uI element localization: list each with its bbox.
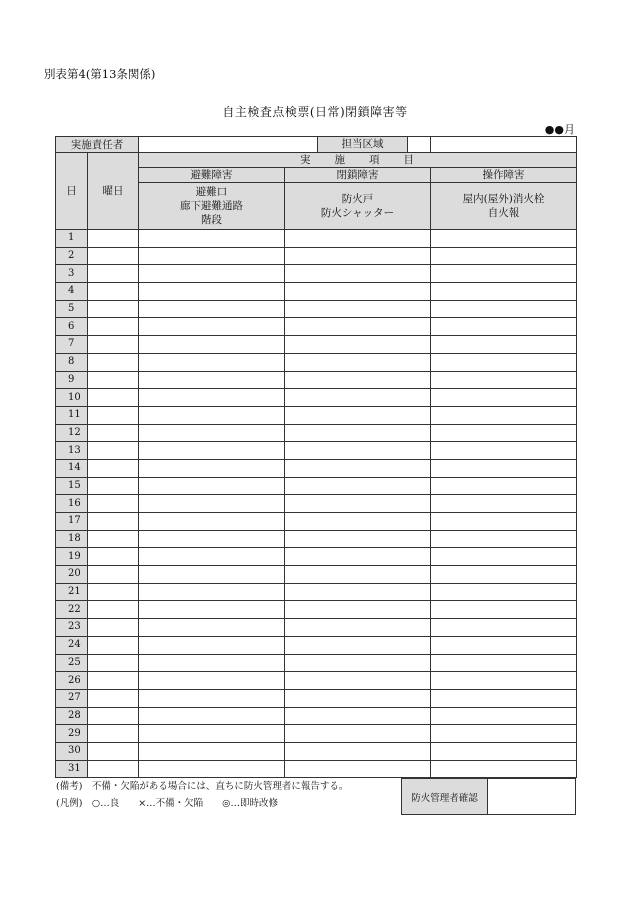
day-number: 15	[56, 477, 88, 495]
weekday-cell[interactable]	[88, 283, 139, 301]
weekday-cell[interactable]	[88, 300, 139, 318]
operation-cell[interactable]	[431, 459, 577, 477]
weekday-cell[interactable]	[88, 760, 139, 778]
weekday-cell[interactable]	[88, 742, 139, 760]
operation-cell[interactable]	[431, 283, 577, 301]
operation-cell[interactable]	[431, 619, 577, 637]
day-header: 日	[56, 153, 88, 230]
day-row	[56, 265, 577, 283]
day-row	[56, 742, 577, 760]
closure-cell[interactable]	[285, 689, 431, 707]
day-row	[56, 247, 577, 265]
day-number: 8	[56, 353, 88, 371]
closure-cell[interactable]	[285, 459, 431, 477]
day-number: 11	[56, 406, 88, 424]
day-number: 27	[56, 689, 88, 707]
item-hydrant: 屋内(屋外)消火栓	[462, 193, 545, 205]
closure-cell[interactable]	[285, 725, 431, 743]
operation-cell[interactable]	[431, 265, 577, 283]
weekday-cell[interactable]	[88, 495, 139, 513]
day-row	[56, 283, 577, 301]
month-label: ●●月	[544, 123, 575, 136]
operation-cell[interactable]	[431, 230, 577, 248]
closure-cell[interactable]	[285, 477, 431, 495]
closure-cell[interactable]	[285, 353, 431, 371]
operation-cell[interactable]	[431, 548, 577, 566]
day-row	[56, 601, 577, 619]
day-row	[56, 513, 577, 531]
closure-cell[interactable]	[285, 760, 431, 778]
category-operation: 操作障害	[431, 168, 577, 183]
closure-cell[interactable]	[285, 672, 431, 690]
operation-cell[interactable]	[431, 636, 577, 654]
evacuation-cell[interactable]	[139, 654, 285, 672]
remarks-text: (備考) 不備・欠陥がある場合には、直ちに防火管理者に報告する。	[56, 781, 349, 792]
weekday-cell[interactable]	[88, 548, 139, 566]
evacuation-cell[interactable]	[139, 760, 285, 778]
day-number: 24	[56, 636, 88, 654]
closure-cell[interactable]	[285, 389, 431, 407]
day-number: 16	[56, 495, 88, 513]
evacuation-cell[interactable]	[139, 442, 285, 460]
day-row	[56, 636, 577, 654]
weekday-cell[interactable]	[88, 318, 139, 336]
appendix-label: 別表第4(第13条関係)	[44, 67, 156, 81]
evacuation-cell[interactable]	[139, 406, 285, 424]
closure-cell[interactable]	[285, 548, 431, 566]
weekday-cell[interactable]	[88, 636, 139, 654]
closure-cell[interactable]	[285, 318, 431, 336]
weekday-cell[interactable]	[88, 725, 139, 743]
weekday-cell[interactable]	[88, 530, 139, 548]
day-row	[56, 689, 577, 707]
evacuation-cell[interactable]	[139, 265, 285, 283]
operation-cell[interactable]	[431, 707, 577, 725]
day-number: 12	[56, 424, 88, 442]
operation-cell[interactable]	[431, 742, 577, 760]
operation-cell[interactable]	[431, 371, 577, 389]
closure-cell[interactable]	[285, 230, 431, 248]
day-number: 6	[56, 318, 88, 336]
closure-cell[interactable]	[285, 583, 431, 601]
category-closure: 閉鎖障害	[285, 168, 431, 183]
day-number: 26	[56, 672, 88, 690]
operation-cell[interactable]	[431, 477, 577, 495]
closure-cell[interactable]	[285, 406, 431, 424]
evacuation-cell[interactable]	[139, 583, 285, 601]
evacuation-cell[interactable]	[139, 566, 285, 584]
document-title: 自主検査点検票(日常)閉鎖障害等	[222, 105, 408, 119]
items-header: 実 施 項 目	[139, 153, 577, 168]
item-fire-alarm: 自火報	[487, 207, 520, 219]
closure-cell[interactable]	[285, 619, 431, 637]
weekday-cell[interactable]	[88, 459, 139, 477]
day-row	[56, 336, 577, 354]
weekday-cell[interactable]	[88, 336, 139, 354]
closure-items	[285, 183, 431, 230]
closure-cell[interactable]	[285, 336, 431, 354]
weekday-header: 曜日	[88, 153, 139, 230]
operation-cell[interactable]	[431, 672, 577, 690]
operation-cell[interactable]	[431, 406, 577, 424]
operation-cell[interactable]	[431, 247, 577, 265]
evacuation-cell[interactable]	[139, 283, 285, 301]
day-number: 14	[56, 459, 88, 477]
weekday-cell[interactable]	[88, 442, 139, 460]
day-number: 31	[56, 760, 88, 778]
operation-cell[interactable]	[431, 601, 577, 619]
day-row	[56, 654, 577, 672]
day-row	[56, 760, 577, 778]
day-row	[56, 424, 577, 442]
closure-cell[interactable]	[285, 636, 431, 654]
closure-cell[interactable]	[285, 442, 431, 460]
day-row	[56, 530, 577, 548]
evacuation-cell[interactable]	[139, 300, 285, 318]
operation-cell[interactable]	[431, 689, 577, 707]
weekday-cell[interactable]	[88, 654, 139, 672]
day-row	[56, 318, 577, 336]
day-number: 22	[56, 601, 88, 619]
day-number: 4	[56, 283, 88, 301]
weekday-cell[interactable]	[88, 477, 139, 495]
day-number: 3	[56, 265, 88, 283]
weekday-cell[interactable]	[88, 583, 139, 601]
weekday-cell[interactable]	[88, 406, 139, 424]
day-row	[56, 707, 577, 725]
item-fire-door: 防火戸	[341, 193, 374, 205]
day-number: 10	[56, 389, 88, 407]
weekday-cell[interactable]	[88, 672, 139, 690]
item-exit: 避難口	[195, 186, 228, 198]
closure-cell[interactable]	[285, 601, 431, 619]
evacuation-cell[interactable]	[139, 371, 285, 389]
remarks-block	[55, 778, 401, 812]
day-row	[56, 725, 577, 743]
operation-cell[interactable]	[431, 389, 577, 407]
closure-cell[interactable]	[285, 566, 431, 584]
day-row	[56, 442, 577, 460]
day-number: 5	[56, 300, 88, 318]
operation-items	[431, 183, 577, 230]
closure-cell[interactable]	[285, 424, 431, 442]
evacuation-cell[interactable]	[139, 548, 285, 566]
day-rows	[56, 230, 577, 778]
closure-cell[interactable]	[285, 495, 431, 513]
day-number: 30	[56, 742, 88, 760]
day-row	[56, 230, 577, 248]
legend-text: (凡例) ○…良 ×…不備・欠陥 ◎…即時改修	[56, 798, 278, 809]
manager-confirm-stamp[interactable]	[488, 778, 576, 815]
evacuation-cell[interactable]	[139, 230, 285, 248]
evacuation-cell[interactable]	[139, 530, 285, 548]
day-row	[56, 583, 577, 601]
day-number: 19	[56, 548, 88, 566]
day-row	[56, 406, 577, 424]
weekday-cell[interactable]	[88, 513, 139, 531]
evacuation-cell[interactable]	[139, 513, 285, 531]
weekday-cell[interactable]	[88, 619, 139, 637]
operation-cell[interactable]	[431, 495, 577, 513]
evacuation-cell[interactable]	[139, 424, 285, 442]
evacuation-cell[interactable]	[139, 459, 285, 477]
closure-cell[interactable]	[285, 265, 431, 283]
evacuation-cell[interactable]	[139, 318, 285, 336]
weekday-cell[interactable]	[88, 424, 139, 442]
day-number: 9	[56, 371, 88, 389]
evacuation-cell[interactable]	[139, 353, 285, 371]
day-row	[56, 495, 577, 513]
day-number: 1	[56, 230, 88, 248]
day-number: 17	[56, 513, 88, 531]
closure-cell[interactable]	[285, 300, 431, 318]
operation-cell[interactable]	[431, 300, 577, 318]
weekday-cell[interactable]	[88, 689, 139, 707]
category-evacuation: 避難障害	[139, 168, 285, 183]
day-row	[56, 459, 577, 477]
evacuation-cell[interactable]	[139, 689, 285, 707]
operation-cell[interactable]	[431, 566, 577, 584]
day-number: 18	[56, 530, 88, 548]
operation-cell[interactable]	[431, 725, 577, 743]
weekday-cell[interactable]	[88, 247, 139, 265]
weekday-cell[interactable]	[88, 353, 139, 371]
closure-cell[interactable]	[285, 283, 431, 301]
evacuation-cell[interactable]	[139, 725, 285, 743]
evacuation-items	[139, 183, 285, 230]
evacuation-cell[interactable]	[139, 247, 285, 265]
evacuation-cell[interactable]	[139, 619, 285, 637]
inspection-table	[55, 136, 577, 778]
evacuation-cell[interactable]	[139, 636, 285, 654]
weekday-cell[interactable]	[88, 389, 139, 407]
area-input-left[interactable]	[408, 137, 430, 152]
day-number: 28	[56, 707, 88, 725]
evacuation-cell[interactable]	[139, 707, 285, 725]
area-input[interactable]	[431, 137, 577, 153]
weekday-cell[interactable]	[88, 371, 139, 389]
evacuation-cell[interactable]	[139, 742, 285, 760]
responsible-area-cell	[139, 137, 431, 153]
day-number: 25	[56, 654, 88, 672]
operation-cell[interactable]	[431, 760, 577, 778]
day-row	[56, 619, 577, 637]
weekday-cell[interactable]	[88, 601, 139, 619]
weekday-cell[interactable]	[88, 230, 139, 248]
closure-cell[interactable]	[285, 707, 431, 725]
day-row	[56, 566, 577, 584]
responsible-input[interactable]	[139, 137, 318, 152]
item-fire-shutter: 防火シャッター	[320, 207, 395, 219]
area-label: 担当区域	[318, 137, 408, 152]
day-row	[56, 389, 577, 407]
operation-cell[interactable]	[431, 318, 577, 336]
operation-cell[interactable]	[431, 583, 577, 601]
weekday-cell[interactable]	[88, 265, 139, 283]
closure-cell[interactable]	[285, 371, 431, 389]
responsible-label: 実施責任者	[56, 137, 139, 153]
operation-cell[interactable]	[431, 353, 577, 371]
day-row	[56, 548, 577, 566]
weekday-cell[interactable]	[88, 707, 139, 725]
day-number: 20	[56, 566, 88, 584]
item-corridor: 廊下避難通路	[180, 200, 243, 212]
day-row	[56, 672, 577, 690]
evacuation-cell[interactable]	[139, 495, 285, 513]
day-number: 29	[56, 725, 88, 743]
operation-cell[interactable]	[431, 654, 577, 672]
day-number: 2	[56, 247, 88, 265]
day-row	[56, 371, 577, 389]
weekday-cell[interactable]	[88, 566, 139, 584]
day-row	[56, 300, 577, 318]
evacuation-cell[interactable]	[139, 672, 285, 690]
operation-cell[interactable]	[431, 530, 577, 548]
closure-cell[interactable]	[285, 654, 431, 672]
day-number: 13	[56, 442, 88, 460]
day-number: 21	[56, 583, 88, 601]
item-stairs: 階段	[201, 214, 222, 226]
evacuation-cell[interactable]	[139, 389, 285, 407]
day-number: 7	[56, 336, 88, 354]
day-row	[56, 477, 577, 495]
evacuation-cell[interactable]	[139, 601, 285, 619]
closure-cell[interactable]	[285, 530, 431, 548]
closure-cell[interactable]	[285, 742, 431, 760]
manager-confirm-label: 防火管理者確認	[401, 778, 488, 815]
evacuation-cell[interactable]	[139, 477, 285, 495]
operation-cell[interactable]	[431, 513, 577, 531]
day-number: 23	[56, 619, 88, 637]
operation-cell[interactable]	[431, 336, 577, 354]
closure-cell[interactable]	[285, 513, 431, 531]
evacuation-cell[interactable]	[139, 336, 285, 354]
day-row	[56, 353, 577, 371]
closure-cell[interactable]	[285, 247, 431, 265]
operation-cell[interactable]	[431, 424, 577, 442]
operation-cell[interactable]	[431, 442, 577, 460]
